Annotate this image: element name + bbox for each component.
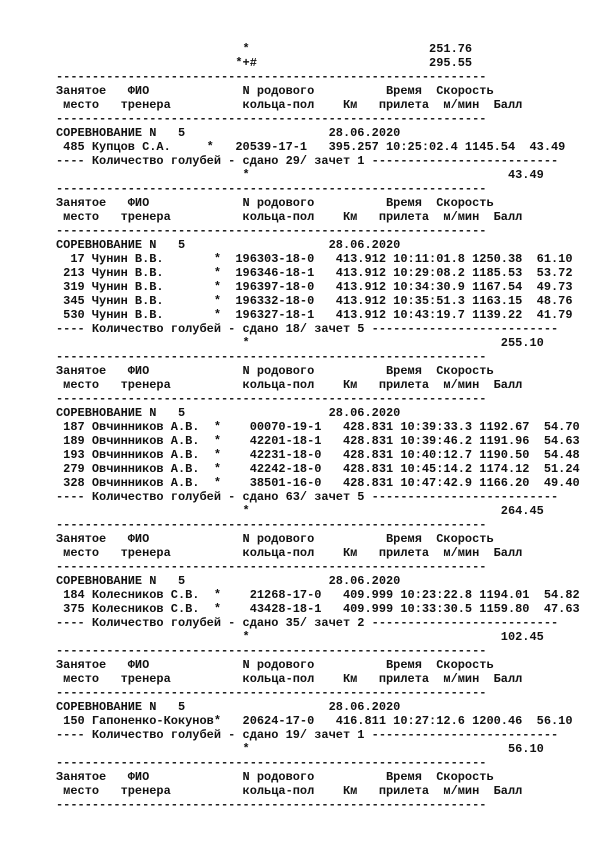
report-line: 193 Овчинников А.В. * 42231-18-0 428.831 10:40:12.7 1190.50 54.48 (56, 448, 580, 462)
report-line: ------------------------------------------------------------ (56, 560, 487, 574)
report-line: ------------------------------------------------------------ (56, 798, 487, 812)
report-line: ------------------------------------------------------------ (56, 392, 487, 406)
report-line: 328 Овчинников А.В. * 38501-16-0 428.831 10:47:42.9 1166.20 49.40 (56, 476, 580, 490)
report-line: 485 Купцов С.А. * 20539-17-1 395.257 10:25:02.4 1145.54 43.49 (56, 140, 566, 154)
report-line: 530 Чунин В.В. * 196327-18-1 413.912 10:43:19.7 1139.22 41.79 (56, 308, 573, 322)
report-line: ---- Количество голубей - сдано 63/ зачет 5 -------------------------- (56, 490, 559, 504)
report-line: место тренера кольца-пол Км прилета м/мин Балл (56, 672, 523, 686)
report-line: * 102.45 (56, 630, 544, 644)
report-line: место тренера кольца-пол Км прилета м/мин Балл (56, 784, 523, 798)
report-line: *+# 295.55 (56, 56, 473, 70)
report-line: ------------------------------------------------------------ (56, 182, 487, 196)
report-line: место тренера кольца-пол Км прилета м/мин Балл (56, 378, 523, 392)
report-line: * 251.76 (56, 42, 473, 56)
report-line: место тренера кольца-пол Км прилета м/мин Балл (56, 210, 523, 224)
report-line: 375 Колесников С.В. * 43428-18-1 409.999 10:33:30.5 1159.80 47.63 (56, 602, 580, 616)
report-line: ------------------------------------------------------------ (56, 756, 487, 770)
report-line: * 264.45 (56, 504, 544, 518)
report-line: 345 Чунин В.В. * 196332-18-0 413.912 10:35:51.3 1163.15 48.76 (56, 294, 573, 308)
report-line: место тренера кольца-пол Км прилета м/мин Балл (56, 98, 523, 112)
report-line: ------------------------------------------------------------ (56, 686, 487, 700)
report-line: 189 Овчинников А.В. * 42201-18-1 428.831 10:39:46.2 1191.96 54.63 (56, 434, 580, 448)
report-line: ------------------------------------------------------------ (56, 70, 487, 84)
report-line: * 255.10 (56, 336, 544, 350)
report-line: СОРЕВНОВАНИЕ N 5 28.06.2020 (56, 700, 401, 714)
report-line: место тренера кольца-пол Км прилета м/мин Балл (56, 546, 523, 560)
report-line: * 43.49 (56, 168, 544, 182)
report-line: Занятое ФИО N родового Время Скорость (56, 364, 494, 378)
report-line: ---- Количество голубей - сдано 29/ зачет 1 -------------------------- (56, 154, 559, 168)
report-line: 213 Чунин В.В. * 196346-18-1 413.912 10:29:08.2 1185.53 53.72 (56, 266, 573, 280)
report-line: 319 Чунин В.В. * 196397-18-0 413.912 10:34:30.9 1167.54 49.73 (56, 280, 573, 294)
report-line: ---- Количество голубей - сдано 18/ зачет 5 -------------------------- (56, 322, 559, 336)
report-line: ------------------------------------------------------------ (56, 518, 487, 532)
report-line: 17 Чунин В.В. * 196303-18-0 413.912 10:11:01.8 1250.38 61.10 (56, 252, 573, 266)
report-line: СОРЕВНОВАНИЕ N 5 28.06.2020 (56, 126, 401, 140)
report-line: ------------------------------------------------------------ (56, 112, 487, 126)
report-line: Занятое ФИО N родового Время Скорость (56, 532, 494, 546)
report-line: * 56.10 (56, 742, 544, 756)
report-line: Занятое ФИО N родового Время Скорость (56, 658, 494, 672)
report-line: ------------------------------------------------------------ (56, 350, 487, 364)
report-line: Занятое ФИО N родового Время Скорость (56, 84, 494, 98)
report-line: Занятое ФИО N родового Время Скорость (56, 770, 494, 784)
report-line: 279 Овчинников А.В. * 42242-18-0 428.831 10:45:14.2 1174.12 51.24 (56, 462, 580, 476)
report-line: Занятое ФИО N родового Время Скорость (56, 196, 494, 210)
report-line: СОРЕВНОВАНИЕ N 5 28.06.2020 (56, 238, 401, 252)
report-line: 187 Овчинников А.В. * 00070-19-1 428.831 10:39:33.3 1192.67 54.70 (56, 420, 580, 434)
report-line: 184 Колесников С.В. * 21268-17-0 409.999 10:23:22.8 1194.01 54.82 (56, 588, 580, 602)
report-line: ---- Количество голубей - сдано 35/ зачет 2 -------------------------- (56, 616, 559, 630)
report-line: СОРЕВНОВАНИЕ N 5 28.06.2020 (56, 406, 401, 420)
report-line: ------------------------------------------------------------ (56, 224, 487, 238)
report-line: ------------------------------------------------------------ (56, 644, 487, 658)
report-line: СОРЕВНОВАНИЕ N 5 28.06.2020 (56, 574, 401, 588)
report-line: ---- Количество голубей - сдано 19/ зачет 1 -------------------------- (56, 728, 559, 742)
report-line: 150 Гапоненко-Кокунов* 20624-17-0 416.811 10:27:12.6 1200.46 56.10 (56, 714, 573, 728)
